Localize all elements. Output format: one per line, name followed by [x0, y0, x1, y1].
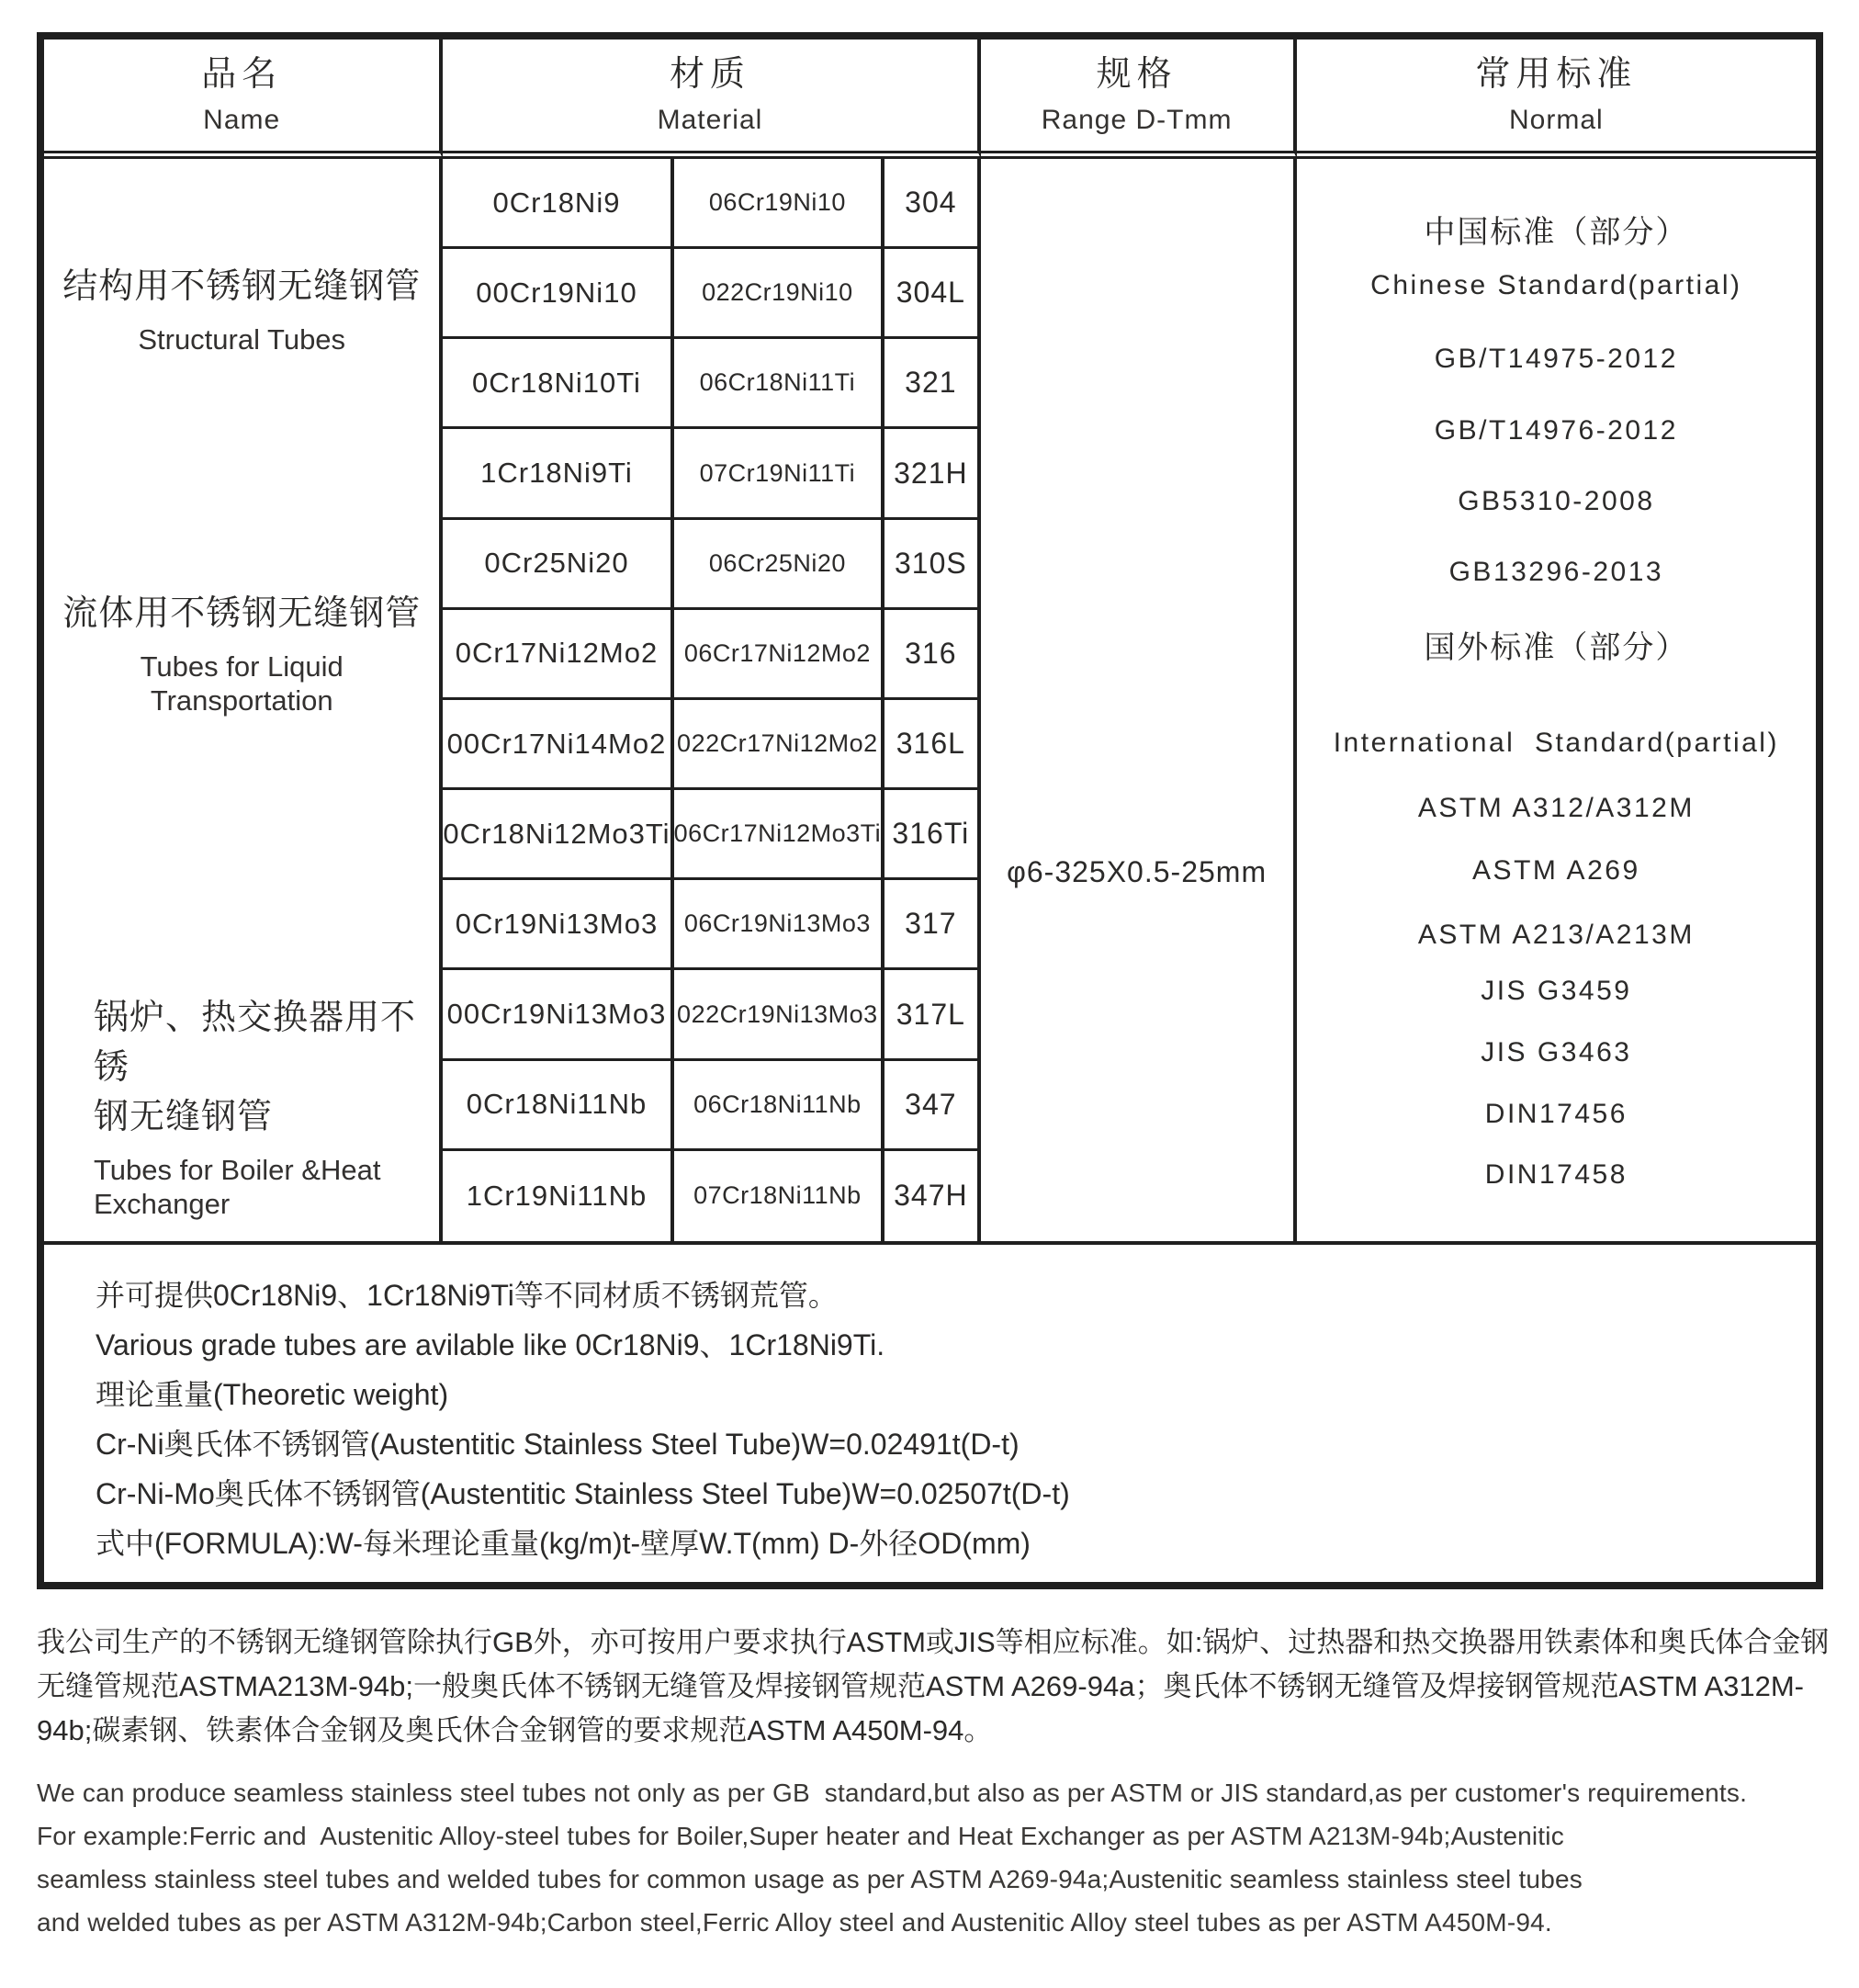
paragraph-line: 无缝管规范ASTMA213M-94b;一般奥氏体不锈钢无缝管及焊接钢管规范ASTM A269-94a；奥氏体不锈钢无缝管及焊接钢管规范ASTM A312M-: [37, 1670, 1805, 1702]
category-liquid-zh: 流体用不锈钢无缝钢管: [62, 594, 422, 633]
standard-item: DIN17458: [1484, 1159, 1628, 1190]
material-gb-new: 06Cr17Ni12Mo3Ti: [674, 790, 885, 880]
material-gb-new: 06Cr19Ni10: [674, 159, 885, 249]
spec-table: [37, 32, 1823, 1589]
header-cell-range: [981, 40, 1297, 159]
range-column: [981, 159, 1297, 1241]
paragraph-line: 94b;碳素钢、铁素体合金钢及奥氏休合金钢管的要求规范ASTM A450M-94。: [37, 1714, 993, 1746]
standard-item: JIS G3463: [1481, 1037, 1632, 1067]
material-gb-new: 06Cr18Ni11Ti: [674, 339, 885, 429]
material-gb-old: 0Cr18Ni10Ti: [443, 339, 673, 429]
category-boiler-en: Tubes for Boiler &Heat Exchanger: [94, 1154, 381, 1220]
category-boiler: [44, 993, 439, 1221]
standard-item: GB/T14976-2012: [1434, 415, 1678, 446]
material-gb-old: 0Cr25Ni20: [443, 520, 673, 610]
material-gb-new: 022Cr19Ni13Mo3: [674, 970, 885, 1060]
material-gb-new: 06Cr25Ni20: [674, 520, 885, 610]
category-structural-en: Structural Tubes: [138, 323, 346, 356]
material-grade: 321: [884, 339, 976, 429]
header-name-en: Name: [203, 105, 281, 135]
material-grade: 316: [884, 610, 976, 700]
category-liquid: [44, 589, 439, 717]
header-material-zh: 材质: [669, 55, 750, 94]
paragraph-line: We can produce seamless stainless steel tubes not only as per GB standard,but also as per ASTM or JIS standard,as per customer's requirements.: [37, 1779, 1748, 1807]
header-material-en: Material: [657, 105, 763, 135]
standard-item: GB13296-2013: [1448, 557, 1664, 587]
category-structural: [44, 262, 439, 356]
paragraph-en: [37, 1771, 1826, 1944]
material-gb-old: 1Cr18Ni9Ti: [443, 429, 673, 519]
material-grade: 304: [884, 159, 976, 249]
material-gb-new: 06Cr18Ni11Nb: [674, 1061, 885, 1151]
material-gb-old: 0Cr18Ni12Mo3Ti: [443, 790, 673, 880]
paragraph-line: 我公司生产的不锈钢无缝钢管除执行GB外，亦可按用户要求执行ASTM或JIS等相应标准。如:锅炉、过热器和热交换器用铁素体和奥氏体合金钢: [37, 1626, 1830, 1658]
material-gb-old: 00Cr19Ni10: [443, 249, 673, 339]
material-grade: 304L: [884, 249, 976, 339]
header-range-zh: 规格: [1096, 55, 1177, 94]
standard-item: GB/T14975-2012: [1434, 344, 1678, 374]
paragraph-line: seamless stainless steel tubes and welded tubes for common usage as per ASTM A269-94a;Austenitic seamless stainless steel tubes: [37, 1865, 1583, 1893]
material-gb-new: 07Cr19Ni11Ti: [674, 429, 885, 519]
material-gb-new: 022Cr19Ni10: [674, 249, 885, 339]
note-line: 式中(FORMULA):W-每米理论重量(kg/m)t-壁厚W.T(mm) D-外径OD(mm): [96, 1527, 1031, 1560]
material-grid: [443, 159, 980, 1241]
note-line: Cr-Ni-Mo奥氏体不锈钢管(Austentitic Stainless Steel Tube)W=0.02507t(D-t): [96, 1477, 1070, 1510]
material-grade: 347: [884, 1061, 976, 1151]
material-gb-new: 06Cr17Ni12Mo2: [674, 610, 885, 700]
standard-item: ASTM A213/A213M: [1417, 920, 1695, 950]
note-line: Cr-Ni奥氏体不锈钢管(Austentitic Stainless Steel Tube)W=0.02491t(D-t): [96, 1428, 1020, 1461]
standard-item: 国外标准（部分）: [1424, 630, 1689, 665]
material-grade: 321H: [884, 429, 976, 519]
standard-item: ASTM A312/A312M: [1417, 793, 1695, 823]
header-cell-material: [443, 40, 980, 159]
material-grade: 347H: [894, 1179, 968, 1213]
material-grade: 316L: [884, 700, 976, 790]
material-gb-old: 0Cr17Ni12Mo2: [443, 610, 673, 700]
notes-section: [44, 1241, 1816, 1582]
material-gb-old: 0Cr19Ni13Mo3: [443, 880, 673, 970]
standards-column: [1297, 159, 1816, 1241]
header-normal-en: Normal: [1509, 105, 1604, 135]
standard-item: GB5310-2008: [1458, 486, 1655, 516]
paragraph-line: and welded tubes as per ASTM A312M-94b;Carbon steel,Ferric Alloy steel and Austenitic Alloy steel tubes as per ASTM A450M-94.: [37, 1908, 1552, 1937]
header-range-en: Range D-Tmm: [1041, 105, 1233, 135]
material-grade: 310S: [884, 520, 976, 610]
header-normal-zh: 常用标准: [1475, 55, 1638, 94]
header-name-zh: 品名: [201, 55, 283, 94]
material-grade: 317L: [884, 970, 976, 1060]
note-line: 理论重量(Theoretic weight): [96, 1378, 449, 1411]
material-gb-new: 07Cr18Ni11Nb: [674, 1151, 885, 1241]
category-liquid-en: Tubes for Liquid Transportation: [140, 650, 344, 717]
material-grade: 316Ti: [884, 790, 976, 880]
header-cell-normal: [1297, 40, 1816, 159]
material-gb-new: 022Cr17Ni12Mo2: [674, 700, 885, 790]
material-gb-new: 06Cr19Ni13Mo3: [674, 880, 885, 970]
header-cell-name: [44, 40, 443, 159]
category-boiler-zh: 锅炉、热交换器用不锈 钢无缝钢管: [94, 999, 417, 1136]
paragraph-zh: [37, 1621, 1830, 1753]
standard-item: International Standard(partial): [1333, 728, 1779, 758]
standard-item: 中国标准（部分）: [1424, 215, 1689, 250]
footer-paragraphs: [37, 1621, 1830, 1944]
material-gb-old: 0Cr18Ni9: [443, 159, 673, 249]
name-column: [44, 159, 443, 1241]
material-gb-old: 1Cr19Ni11Nb: [443, 1151, 673, 1241]
standard-item: ASTM A269: [1472, 855, 1640, 886]
material-gb-old: 00Cr17Ni14Mo2: [443, 700, 673, 790]
material-grade: 317: [884, 880, 976, 970]
paragraph-line: For example:Ferric and Austenitic Alloy-steel tubes for Boiler,Super heater and Heat Exchanger as per ASTM A213M-94b;Austenitic: [37, 1822, 1564, 1850]
note-line: 并可提供0Cr18Ni9、1Cr18Ni9Ti等不同材质不锈钢荒管。: [96, 1279, 838, 1312]
standard-item: Chinese Standard(partial): [1370, 270, 1742, 300]
material-gb-old: 0Cr18Ni11Nb: [443, 1061, 673, 1151]
standard-item: JIS G3459: [1481, 976, 1632, 1006]
standard-item: DIN17456: [1484, 1099, 1628, 1129]
range-value: φ6-325X0.5-25mm: [1007, 855, 1268, 888]
category-structural-zh: 结构用不锈钢无缝钢管: [62, 267, 422, 306]
note-line: Various grade tubes are avilable like 0Cr18Ni9、1Cr18Ni9Ti.: [96, 1328, 885, 1361]
material-gb-old: 00Cr19Ni13Mo3: [443, 970, 673, 1060]
